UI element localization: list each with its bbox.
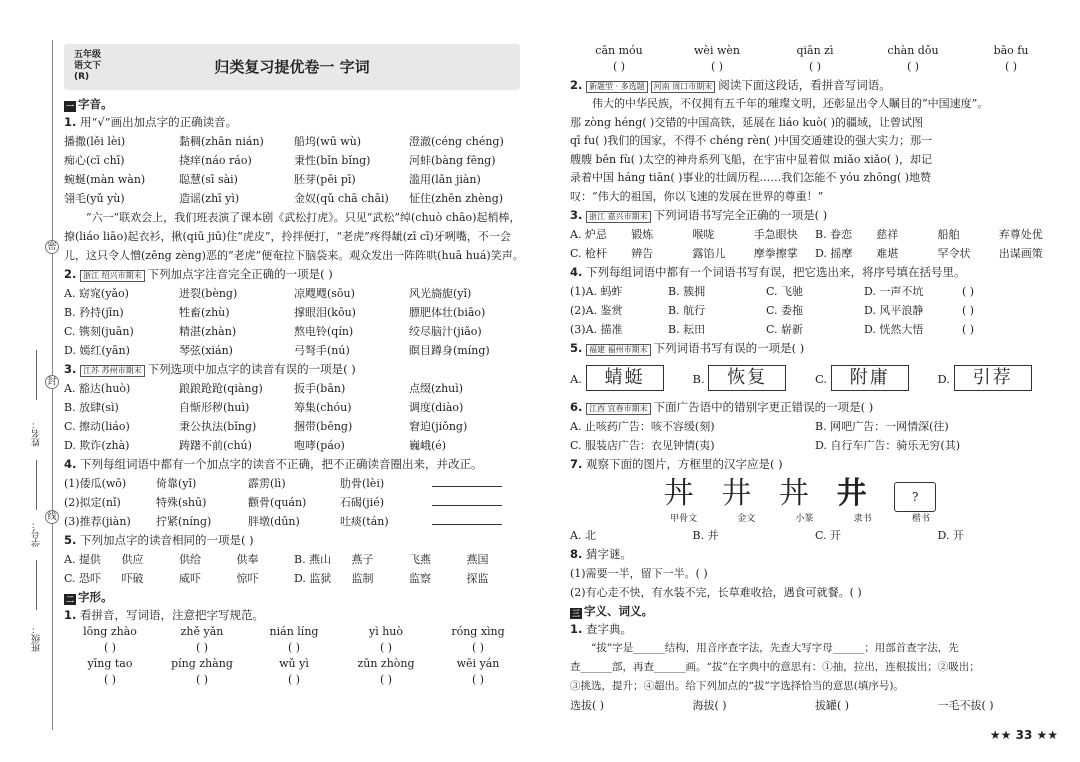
text-cell: 滥用(lǎn jiàn)	[409, 173, 481, 186]
text-cell: 造谣(zhī yì)	[179, 192, 240, 205]
text-cell: 辨告	[631, 247, 654, 260]
answer-bracket-row	[64, 639, 524, 657]
option-row	[570, 417, 1060, 436]
question-r5	[570, 339, 1060, 358]
text-cell: ( )	[612, 60, 626, 73]
answer-row	[64, 170, 524, 189]
text-cell: wǔ yì	[279, 657, 309, 670]
answer-row	[64, 151, 524, 170]
passage: “六一”联欢会上，我们班表演了课本剧《武松打虎》。只见“武松”绰(chuò chāo)起梢棒，撩(liáo liāo)起衣衫，揪(qiū jiū)住“虎皮”，拎拌便打，“老虎”疼得龇(zī cī)牙咧嘴，不一会儿，这只令人憎(zēng zèng)恶的“老虎”便奄拉下脑袋来。观众发出一阵阵哄(huā huá)笑声。	[64, 211, 524, 262]
question-r7	[570, 455, 1060, 474]
section-heading	[64, 95, 524, 113]
text-cell: B. 航行	[668, 304, 706, 317]
text-cell: 精湛(zhàn)	[179, 325, 237, 338]
text-cell: D. 开	[937, 529, 964, 542]
grade-label: 五年级	[74, 50, 102, 60]
text-cell: 怔住(zhēn zhèng)	[409, 192, 504, 205]
option-row	[64, 284, 524, 303]
character-evolution	[650, 474, 950, 512]
right-page	[540, 0, 1080, 762]
text-cell: 喉咙	[692, 228, 715, 241]
text-cell: 下列加点字注音完全正确的一项是( )	[147, 267, 333, 281]
text-cell: píng zhàng	[171, 657, 233, 670]
binding-hole: 线	[45, 510, 59, 524]
text-cell: 金文	[737, 514, 756, 524]
page-header	[64, 44, 520, 90]
text-cell: (2)A. 鉴赏	[570, 304, 623, 317]
text-cell: 肋骨(lèi)	[340, 477, 385, 490]
text-cell: 监制	[351, 572, 374, 585]
text-cell: 弃尊处优	[998, 228, 1043, 241]
binding-hole: 密	[45, 240, 59, 254]
option-row	[570, 320, 1060, 339]
text-cell: 燕国	[466, 553, 489, 566]
text-cell: 猜字谜。	[586, 547, 633, 561]
option-row	[64, 569, 524, 588]
name-line	[36, 350, 37, 400]
option-row	[570, 526, 1060, 545]
text-cell: D. 风平浪静	[864, 304, 924, 317]
text-cell: 秉性(bǐn bǐng)	[294, 154, 371, 167]
text-cell: qī fu( )我们的国家，不得不 chéng rèn( )中国交通建设的强大实力；那一	[570, 134, 933, 147]
text-cell: ( )	[287, 641, 301, 654]
question-r9	[570, 620, 1060, 639]
text-cell: 拧紧(níng)	[156, 515, 212, 528]
text-cell: 踉踉跄跄(qiàng)	[179, 382, 263, 395]
text-cell: nián líng	[269, 625, 319, 638]
option-row	[64, 303, 524, 322]
text-cell: 翎毛(yǔ yù)	[64, 192, 125, 205]
text-cell: 琴弦(xián)	[179, 344, 233, 357]
text-cell: C. 镌刻(juān)	[64, 325, 134, 338]
text-cell: 自惭形秽(huì)	[179, 401, 250, 414]
text-cell: 选拔( )	[570, 699, 605, 712]
text-cell: 聪慧(sī sài)	[179, 173, 238, 186]
text-cell: (3)推荐(jiàn)	[64, 515, 131, 528]
section-icon: 二	[66, 595, 74, 604]
text-cell: 秉公执法(bǐng)	[179, 420, 257, 433]
text-cell: 下列加点字的读音相同的一项是( )	[80, 533, 254, 547]
section-heading	[64, 588, 524, 606]
text-cell: 惊吓	[236, 572, 259, 585]
text-cell: 窘迫(jiǒng)	[409, 420, 468, 433]
text-cell: 金奴(qǔ chā chāi)	[294, 192, 389, 205]
text-cell: 绞尽脑汁(jiǎo)	[409, 325, 482, 338]
question-3	[64, 360, 524, 379]
text-cell: 熬电铃(qín)	[294, 325, 354, 338]
text-cell: 1.	[570, 622, 583, 636]
text-cell: A. 炉忌	[570, 228, 607, 241]
text-cell: 供给	[179, 553, 201, 566]
text-cell: 1.	[64, 115, 77, 129]
text-cell: 楷书	[911, 514, 930, 524]
text-cell: ( )	[471, 641, 485, 654]
text-cell: ( )	[962, 285, 975, 298]
text-cell: B. 眷恋	[815, 228, 853, 241]
text-cell: 露馅儿	[692, 247, 726, 260]
word-box: 恢复	[708, 365, 786, 391]
text-cell: 咆哮(páo)	[294, 439, 345, 452]
riddle-item	[570, 583, 1060, 602]
text-cell: 那 zòng héng( )交错的中国高铁，延展在 liáo kuò( )的疆域，让曾试图	[570, 115, 923, 129]
option-row	[64, 379, 524, 398]
name-label: 姓名：	[32, 420, 42, 447]
text-cell: 字义、词义。	[584, 604, 653, 618]
text-cell: 慈祥	[876, 228, 899, 241]
question-2	[64, 265, 524, 284]
option-row	[64, 417, 524, 436]
page-number: ★★ 33 ★★	[989, 728, 1058, 742]
text-cell: 膘肥体壮(biāo)	[409, 306, 486, 319]
text-cell: 迸裂(bèng)	[179, 287, 238, 300]
text-cell: ( )	[103, 673, 117, 686]
option-row	[64, 398, 524, 417]
text-cell: ( )	[906, 60, 920, 73]
text-cell: 查字典。	[586, 622, 633, 636]
answer-bracket-row	[64, 671, 524, 689]
text-cell: 蜿蜒(màn wàn)	[64, 173, 146, 186]
text-cell: 罕令状	[937, 247, 971, 260]
text-cell: 锻炼	[631, 228, 654, 241]
pinyin-row	[64, 657, 524, 671]
text-cell: ( )	[195, 641, 209, 654]
text-cell: D. 嫣红(yān)	[64, 344, 130, 357]
text-cell: 瞑目蹲身(míng)	[409, 344, 490, 357]
text-cell: 挠痒(náo ráo)	[179, 154, 252, 167]
text-cell: 霹雳(lì)	[248, 477, 286, 490]
text-cell: C. 开	[815, 529, 842, 542]
text-cell: 牲畜(zhù)	[179, 306, 230, 319]
text-cell: 字形。	[78, 590, 113, 604]
text-cell: 威吓	[179, 572, 201, 585]
text-cell: 筹集(chóu)	[294, 401, 352, 414]
question-5	[64, 531, 524, 550]
text-cell: bāo fu	[993, 44, 1029, 57]
text-cell: 下列每组词语中都有一个加点字的读音不正确，把不正确读音圈出来，并改正。	[80, 457, 483, 471]
answer-blank	[432, 505, 502, 506]
text-cell: 下列选项中加点字的读音有误的一项是( )	[147, 362, 356, 376]
text-cell: 查______部，再查______画。“拔”在字典中的意思有：①抽，拉出，连根拔出；②吸出；	[570, 661, 980, 673]
text-cell: qiān zì	[796, 44, 834, 57]
text-cell: 叹：“伟大的祖国，你以飞速的发展在世界的尊重！”	[570, 189, 824, 203]
passage	[570, 95, 1060, 206]
text-cell: 船舶	[937, 228, 960, 241]
oracle-glyph: 丼	[663, 476, 694, 511]
text-cell: (1)需要一半，留下一半。( )	[570, 567, 708, 580]
text-cell: 巍峨(é)	[409, 439, 447, 452]
text-cell: róng xìng	[451, 625, 505, 638]
pinyin-row	[64, 625, 524, 639]
text-cell: A. 窈窕(yǎo)	[64, 287, 129, 300]
text-cell: ( )	[1004, 60, 1018, 73]
page-title: 归类复习提优卷一 字词	[214, 58, 370, 76]
text-cell: 4.	[570, 265, 583, 279]
text-cell: D. 欺诈(zhà)	[64, 439, 130, 452]
text-cell: 河蚌(bàng fēng)	[409, 154, 496, 167]
text-cell: 吐痰(tán)	[340, 515, 389, 528]
text-cell: (1)倭瓜(wō)	[64, 477, 127, 490]
text-cell: ( )	[379, 641, 393, 654]
text-cell: 5.	[570, 341, 583, 355]
question-r2	[570, 76, 1060, 95]
text-cell: 小篆	[795, 514, 814, 524]
text-cell: A.	[570, 372, 582, 386]
source-tag: 福建 福州市期末	[586, 344, 651, 356]
text-cell: 撑眼泪(kōu)	[294, 306, 356, 319]
text-cell: 出谋画策	[998, 247, 1043, 260]
text-cell: 凉飕飕(sōu)	[294, 287, 355, 300]
section-heading	[570, 602, 1060, 620]
section-icon: 三	[572, 609, 580, 618]
text-cell: 特殊(shū)	[156, 496, 207, 509]
text-cell: ( )	[195, 673, 209, 686]
text-cell: 摩拳擦掌	[753, 247, 798, 260]
subject-label: 语文下	[74, 61, 102, 71]
text-cell: ( )	[103, 641, 117, 654]
text-cell: D. 监狱	[294, 572, 332, 585]
seal-glyph: 丼	[778, 476, 809, 511]
text-cell: 甲骨文	[670, 514, 698, 524]
text-cell: 3.	[570, 208, 583, 222]
text-cell: 录着中国 háng tiān( )事业的壮阔历程……我们怎能不 yóu zhōng( )地赞	[570, 171, 932, 184]
option-row	[64, 474, 524, 493]
text-cell: ( )	[962, 323, 975, 336]
question-r4	[570, 263, 1060, 282]
text-cell: 胖墩(dūn)	[248, 515, 300, 528]
text-cell: 监察	[409, 572, 431, 585]
text-cell: 黏稠(zhān nián)	[179, 135, 264, 148]
option-row	[64, 322, 524, 341]
text-cell: (1)A. 蚂蚱	[570, 285, 623, 298]
question-4	[64, 455, 524, 474]
text-cell: 1.	[64, 608, 77, 622]
text-cell: 手急眼快	[753, 228, 798, 241]
text-cell: yīng tao	[87, 657, 133, 670]
text-cell: 下列词语书写有误的一项是( )	[653, 341, 805, 355]
text-cell: 6.	[570, 400, 583, 414]
text-cell: 探监	[466, 572, 489, 585]
option-row	[64, 436, 524, 455]
text-cell: (2)有心走不快，有水装不完，长草难收拾，遇食可就餐。( )	[570, 586, 862, 599]
text-cell: 2.	[570, 78, 583, 92]
text-cell: C. 擦动(liáo)	[64, 420, 130, 433]
text-cell: 供应	[121, 553, 144, 566]
text-cell: B. 放肆(sì)	[64, 401, 119, 414]
question-r6	[570, 398, 1060, 417]
text-cell: B.	[692, 372, 705, 386]
text-cell: 点缀(zhuì)	[409, 382, 464, 395]
text-cell: 看拼音，写词语，注意把字写规范。	[80, 608, 265, 622]
word-box: 附庸	[831, 365, 909, 391]
text-cell: 字音。	[78, 97, 113, 111]
text-cell: 吓破	[121, 572, 144, 585]
text-cell: ( )	[379, 673, 393, 686]
option-row	[64, 550, 524, 569]
text-cell: wēi yán	[456, 657, 500, 670]
text-cell: ( )	[962, 304, 975, 317]
text-cell: 下列每组词语中都有一个词语书写有误，把它选出来，将序号填在括号里。	[586, 265, 966, 279]
option-row	[64, 341, 524, 360]
text-cell: ( )	[808, 60, 822, 73]
text-cell: ( )	[471, 673, 485, 686]
text-cell: A. 止咳药广告：咳不容缓(刻)	[570, 420, 715, 433]
text-cell: 一毛不拔( )	[937, 699, 994, 712]
text-cell: 拔罐( )	[815, 699, 850, 712]
riddle-item	[570, 564, 1060, 583]
text-cell: 艘艘 bēn fù( )太空的神舟系列飞船，在宇宙中显着似 miǎo xiǎo( )，却记	[570, 152, 932, 166]
text-cell: 播撒(lěi lèi)	[64, 135, 126, 148]
right-content	[570, 44, 1060, 715]
text-cell: wèi wèn	[694, 44, 740, 57]
text-cell: B. 簇拥	[668, 285, 706, 298]
clerical-glyph: 井	[836, 476, 867, 511]
text-cell: 海拔( )	[692, 699, 727, 712]
text-cell: 难堪	[876, 247, 899, 260]
text-cell: 隶书	[853, 514, 872, 524]
dictionary-passage	[570, 639, 1060, 696]
text-cell: lōng zhào	[83, 625, 137, 638]
option-row	[570, 225, 1060, 244]
option-row	[570, 282, 1060, 301]
edition-label: (R)	[74, 72, 90, 82]
text-cell: 石碣(jié)	[340, 496, 385, 509]
text-cell: 倚靠(yǐ)	[156, 477, 197, 490]
text-cell: 调度(diào)	[409, 401, 464, 414]
left-content	[64, 95, 524, 689]
text-cell: 风光旖旎(yǐ)	[409, 287, 472, 300]
text-cell: 阅读下面这段话，看拼音写词语。	[718, 78, 891, 92]
text-cell: 用“√”画出加点字的正确读音。	[80, 115, 238, 129]
question-r3	[570, 206, 1060, 225]
text-cell: D. 恍然大悟	[864, 323, 924, 336]
option-row	[64, 493, 524, 512]
text-cell: D.	[937, 372, 950, 386]
text-cell: 7.	[570, 457, 583, 471]
text-cell: “拔”字是______结构，用音序查字法，先查大写字母______；用部首查字法，先	[591, 642, 959, 654]
number-line	[36, 460, 37, 510]
option-row	[570, 436, 1060, 455]
glyph-labels	[650, 512, 950, 526]
text-cell: 8.	[570, 547, 583, 561]
text-cell: C.	[815, 372, 828, 386]
text-cell: C. 飞驰	[766, 285, 804, 298]
class-line	[36, 560, 37, 610]
text-cell: cān móu	[595, 44, 643, 57]
text-cell: 捆带(bēng)	[294, 420, 353, 433]
text-cell: D. 一声不坑	[864, 285, 924, 298]
option-row	[570, 301, 1060, 320]
text-cell: 扳手(bān)	[294, 382, 346, 395]
text-cell: 燕子	[351, 553, 374, 566]
text-cell: (3)A. 描准	[570, 323, 623, 336]
text-cell: 船坞(wū wù)	[294, 135, 362, 148]
text-cell: 下列词语书写完全正确的一项是( )	[653, 208, 828, 222]
text-cell: 下面广告语中的错别字更正错误的一项是( )	[653, 400, 874, 414]
pinyin-row	[570, 44, 1060, 58]
answer-blank	[432, 524, 502, 525]
text-cell: 2.	[64, 267, 77, 281]
text-cell: B. 矜持(jīn)	[64, 306, 124, 319]
unknown-glyph-box: ?	[894, 482, 936, 512]
text-cell: 颧骨(quán)	[248, 496, 307, 509]
text-cell: chàn dǒu	[887, 44, 939, 57]
question-6	[64, 606, 524, 625]
word-box: 引荐	[954, 365, 1032, 391]
text-cell: 5.	[64, 533, 77, 547]
answer-bracket-row	[570, 58, 1060, 76]
answer-row	[64, 189, 524, 208]
text-cell: A. 豁达(huò)	[64, 382, 131, 395]
word-options	[570, 358, 1060, 398]
question-1	[64, 113, 524, 132]
text-cell: 观察下面的图片，方框里的汉字应是( )	[586, 457, 783, 471]
text-cell: D. 摇摩	[815, 247, 853, 260]
text-cell: B. 燕山	[294, 553, 332, 566]
text-cell: C. 崭新	[766, 323, 804, 336]
text-cell: 痴心(cī chī)	[64, 154, 125, 167]
text-cell: C. 恐吓	[64, 572, 102, 585]
new-type-tag: 新题型 · 多选题	[586, 81, 648, 93]
text-cell: zhě yǎn	[180, 625, 224, 638]
answer-row	[570, 696, 1060, 715]
text-cell: (2)拟定(nǐ)	[64, 496, 121, 509]
text-cell: 4.	[64, 457, 77, 471]
text-cell: 弓弩手(nú)	[294, 344, 350, 357]
text-cell: B. 网吧广告：一网情深(往)	[815, 420, 949, 433]
text-cell: C. 委拖	[766, 304, 804, 317]
text-cell: ( )	[710, 60, 724, 73]
text-cell: ③挑选，提升；④超出。给下列加点的“拔”字选择恰当的意思(填序号)。	[570, 680, 904, 692]
option-row	[570, 244, 1060, 263]
text-cell: A. 北	[570, 529, 596, 542]
source-tag: 河南 周口市期末	[651, 81, 716, 93]
text-cell: B. 耘田	[668, 323, 706, 336]
text-cell: 3.	[64, 362, 77, 376]
source-tag: 浙江 嘉兴市期末	[586, 211, 651, 223]
text-cell: 伟大的中华民族，不仅拥有五千年的璀璨文明，还彰显出令人瞩目的“中国速度”。	[592, 97, 989, 110]
source-tag: 江苏 苏州市期末	[80, 365, 145, 377]
source-tag: 浙江 绍兴市期末	[80, 270, 145, 282]
text-cell: 飞燕	[409, 553, 431, 566]
source-tag: 江西 宜春市期末	[586, 403, 651, 415]
number-label: 学号：	[32, 520, 42, 547]
word-box: 蜻蜓	[586, 365, 664, 391]
class-label: 班级：	[32, 625, 42, 652]
text-cell: 胚芽(pēi pī)	[294, 173, 356, 186]
text-cell: 澄澈(céng chéng)	[409, 135, 504, 148]
text-cell: 供奉	[236, 553, 259, 566]
binding-gutter	[0, 0, 60, 762]
binding-hole: 封	[45, 375, 59, 389]
text-cell: 踌躇不前(chú)	[179, 439, 252, 452]
option-row	[64, 512, 524, 531]
section-icon: 一	[66, 102, 74, 111]
text-cell: A. 提供	[64, 553, 101, 566]
question-r8	[570, 545, 1060, 564]
text-cell: zūn zhòng	[357, 657, 415, 670]
answer-blank	[432, 486, 502, 487]
text-cell: D. 自行车广告：骑乐无穷(其)	[815, 439, 961, 452]
text-cell: yì huò	[368, 625, 404, 638]
text-cell: C. 服装店广告：衣见钟情(夷)	[570, 439, 715, 452]
text-cell: ( )	[287, 673, 301, 686]
text-cell: C. 枪杆	[570, 247, 608, 260]
answer-row	[64, 132, 524, 151]
text-cell: B. 并	[692, 529, 719, 542]
bronze-glyph: 井	[721, 476, 752, 511]
